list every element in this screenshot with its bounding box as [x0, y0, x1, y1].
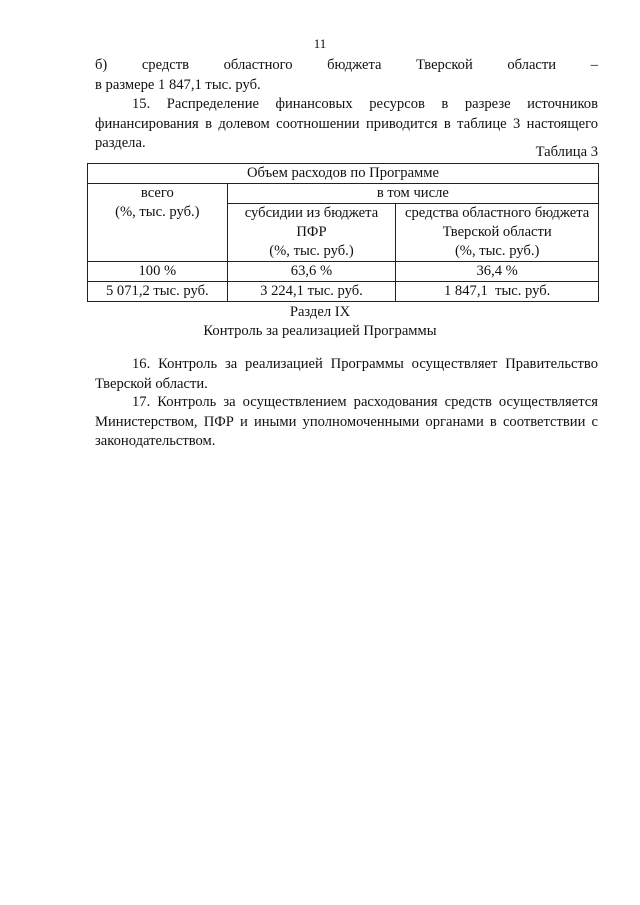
header-total: всего (%, тыс. руб.) — [88, 184, 228, 262]
header-regional-budget: средства областного бюджета Тверской области (%, тыс. руб.) — [396, 204, 599, 262]
cell-pfr: 3 224,1 тыс. руб. — [227, 282, 396, 302]
budget-table — [87, 163, 599, 302]
word: б) — [95, 57, 108, 73]
paragraph-16: 16. Контроль за реализацией Программы осуществляет Правительство Тверской области. — [95, 356, 598, 392]
word: областного — [223, 57, 293, 73]
cell-total: 5 071,2 тыс. руб. — [88, 282, 228, 302]
section-number: Раздел IX — [289, 304, 351, 320]
table-row — [88, 262, 599, 282]
cell-regional: 36,4 % — [396, 262, 599, 282]
table-header-row — [88, 184, 599, 204]
table-header-row — [88, 164, 599, 184]
page-number: 11 — [313, 36, 327, 51]
word: области — [507, 57, 557, 73]
paragraph-b-line-1 — [95, 56, 598, 76]
paragraph-b-line-2: в размере 1 847,1 тыс. руб. — [95, 76, 261, 93]
table-row — [88, 282, 599, 302]
header-including: в том числе — [227, 184, 598, 204]
cell-total: 100 % — [88, 262, 228, 282]
cell-pfr: 63,6 % — [227, 262, 396, 282]
table-caption: Таблица 3 — [535, 144, 598, 160]
header-pfr-subsidies: субсидии из бюджета ПФР (%, тыс. руб.) — [227, 204, 396, 262]
paragraph-15: 15. Распределение финансовых ресурсов в разрезе источников финансирования в долевом соотношении приводится в таблице 3 настоящего раздела. — [95, 96, 598, 151]
header-expenditure-volume: Объем расходов по Программе — [88, 164, 599, 184]
section-title: Контроль за реализацией Программы — [203, 323, 437, 339]
paragraph-b — [95, 56, 598, 95]
word: – — [590, 57, 598, 73]
cell-regional: 1 847,1 тыс. руб. — [396, 282, 599, 302]
paragraph-17: 17. Контроль за осуществлением расходования средств осуществляется Министерством, ПФР и иными уполномоченными органами в соответствии с законодательством. — [95, 394, 598, 449]
word: бюджета — [327, 57, 382, 73]
word: Тверской — [416, 57, 473, 73]
word: средств — [141, 57, 190, 73]
